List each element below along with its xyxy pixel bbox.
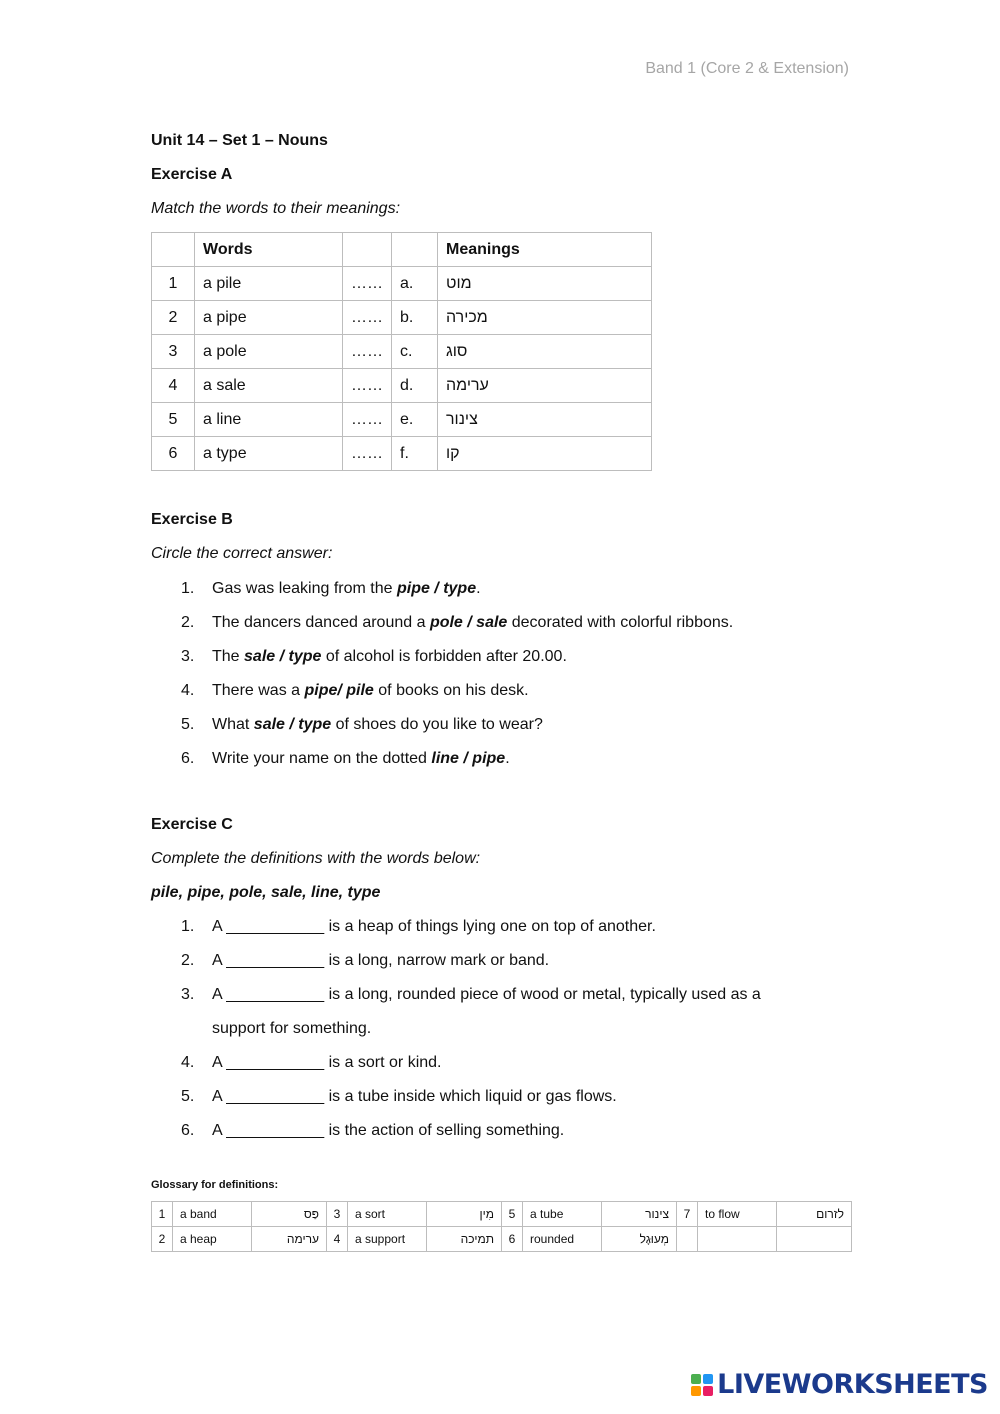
item-number: 6. [181,750,195,767]
row-word: a type [195,437,343,471]
row-letter: a. [392,267,438,301]
logo-square [691,1386,701,1396]
header-letter-cell [392,233,438,267]
item-text: decorated with colorful ribbons. [507,614,734,631]
definition-text[interactable]: A ___________ is a long, narrow mark or band. [212,952,550,969]
table-row [152,335,652,369]
row-number: 4 [152,369,195,403]
item-text: Gas was leaking from the [212,580,397,597]
liveworksheets-logo [691,1369,988,1400]
matching-table [151,232,652,471]
logo-grid-icon [691,1374,713,1396]
glossary-translation: מִין [427,1202,502,1227]
item-text: Write your name on the dotted [212,750,432,767]
logo-text: LIVEWORKSHEETS [717,1369,988,1400]
definition-text[interactable]: A ___________ is the action of selling something. [212,1122,565,1139]
item-text: The [212,648,245,665]
row-word: a pole [195,335,343,369]
row-meaning: ערימה [438,369,652,403]
answer-choice[interactable]: pipe / type [396,580,477,597]
exercise-c-list [151,910,761,1148]
answer-blank[interactable]: …… [343,335,392,369]
glossary-row [152,1227,852,1252]
glossary-num: 3 [327,1202,348,1227]
list-item [151,572,733,606]
row-meaning: מכירה [438,301,652,335]
answer-choice[interactable]: pole / sale [429,614,508,631]
table-header-row [152,233,652,267]
list-item [151,978,761,1012]
item-text: There was a [212,682,305,699]
row-word: a pile [195,267,343,301]
item-text: of alcohol is forbidden after 20.00. [321,648,567,665]
logo-square [691,1374,701,1384]
list-item [151,606,733,640]
answer-blank[interactable]: …… [343,267,392,301]
glossary-row [152,1202,852,1227]
row-number: 6 [152,437,195,471]
answer-blank[interactable]: …… [343,369,392,403]
list-item [151,674,733,708]
item-number: 5. [181,1088,195,1105]
definition-text[interactable]: A ___________ is a tube inside which liquid or gas flows. [212,1088,617,1105]
item-text: What [212,716,254,733]
glossary-translation [777,1227,852,1252]
row-letter: f. [392,437,438,471]
glossary-title: Glossary for definitions: [151,1179,279,1191]
item-text: of shoes do you like to wear? [331,716,543,733]
answer-choice[interactable]: pipe/ pile [304,682,374,699]
header-band-label: Band 1 (Core 2 & Extension) [645,60,849,77]
answer-blank[interactable]: …… [343,437,392,471]
item-number: 2. [181,614,195,631]
list-item [151,640,733,674]
glossary-num: 2 [152,1227,173,1252]
row-number: 2 [152,301,195,335]
row-word: a sale [195,369,343,403]
glossary-translation: מְעוּגָל [602,1227,677,1252]
logo-square [703,1374,713,1384]
definition-text[interactable]: A ___________ is a sort or kind. [212,1054,442,1071]
item-number: 3. [181,986,195,1003]
header-num-cell [152,233,195,267]
definition-text: support for something. [212,1020,372,1037]
glossary-term: a support [348,1227,427,1252]
list-item [151,1012,761,1046]
list-item [151,742,733,776]
exercise-b-title: Exercise B [151,511,233,528]
item-number: 4. [181,1054,195,1071]
answer-choice[interactable]: line / pipe [431,750,506,767]
item-number: 5. [181,716,195,733]
glossary-translation: לזרום [777,1202,852,1227]
glossary-num: 4 [327,1227,348,1252]
unit-title: Unit 14 – Set 1 – Nouns [151,132,328,149]
glossary-num: 5 [502,1202,523,1227]
glossary-translation: ערימה [252,1227,327,1252]
glossary-num: 1 [152,1202,173,1227]
glossary-num: 6 [502,1227,523,1252]
row-letter: e. [392,403,438,437]
table-row [152,403,652,437]
table-row [152,301,652,335]
table-row [152,369,652,403]
row-letter: c. [392,335,438,369]
header-meanings: Meanings [438,233,652,267]
exercise-b-list [151,572,733,776]
word-bank: pile, pipe, pole, sale, line, type [151,884,381,901]
item-text: . [505,750,510,767]
answer-blank[interactable]: …… [343,403,392,437]
row-number: 1 [152,267,195,301]
header-answer-cell [343,233,392,267]
glossary-translation: צינור [602,1202,677,1227]
item-text: . [476,580,481,597]
exercise-a-title: Exercise A [151,166,233,183]
item-text: of books on his desk. [373,682,529,699]
row-word: a line [195,403,343,437]
glossary-term: a heap [173,1227,252,1252]
glossary-term: a band [173,1202,252,1227]
list-item [151,1080,761,1114]
logo-square [703,1386,713,1396]
row-letter: b. [392,301,438,335]
item-number: 4. [181,682,195,699]
row-word: a pipe [195,301,343,335]
glossary-term: to flow [698,1202,777,1227]
item-number: 3. [181,648,195,665]
row-number: 5 [152,403,195,437]
glossary-translation: תמיכה [427,1227,502,1252]
definition-text[interactable]: A ___________ is a long, rounded piece of wood or metal, typically used as a [212,986,761,1003]
glossary-num: 7 [677,1202,698,1227]
definition-text[interactable]: A ___________ is a heap of things lying one on top of another. [212,918,656,935]
item-number: 2. [181,952,195,969]
item-number: 6. [181,1122,195,1139]
row-meaning: סוג [438,335,652,369]
row-letter: d. [392,369,438,403]
table-row [152,267,652,301]
list-item [151,1114,761,1148]
row-meaning: קו [438,437,652,471]
answer-choice[interactable]: sale / type [253,716,332,733]
glossary-term: a sort [348,1202,427,1227]
table-row [152,437,652,471]
answer-choice[interactable]: sale / type [244,648,322,665]
header-words: Words [195,233,343,267]
list-item [151,910,761,944]
glossary-table [151,1201,852,1252]
glossary-term: rounded [523,1227,602,1252]
glossary-translation: פַּס [252,1202,327,1227]
answer-blank[interactable]: …… [343,301,392,335]
row-meaning: צינור [438,403,652,437]
list-item [151,944,761,978]
glossary-term: a tube [523,1202,602,1227]
exercise-a-instruction: Match the words to their meanings: [151,200,401,217]
exercise-b-instruction: Circle the correct answer: [151,545,333,562]
item-text: The dancers danced around a [212,614,430,631]
item-number: 1. [181,918,195,935]
item-number: 1. [181,580,195,597]
exercise-c-title: Exercise C [151,816,233,833]
list-item [151,1046,761,1080]
list-item [151,708,733,742]
exercise-c-instruction: Complete the definitions with the words below: [151,850,481,867]
glossary-term [698,1227,777,1252]
row-meaning: מוט [438,267,652,301]
row-number: 3 [152,335,195,369]
glossary-num [677,1227,698,1252]
